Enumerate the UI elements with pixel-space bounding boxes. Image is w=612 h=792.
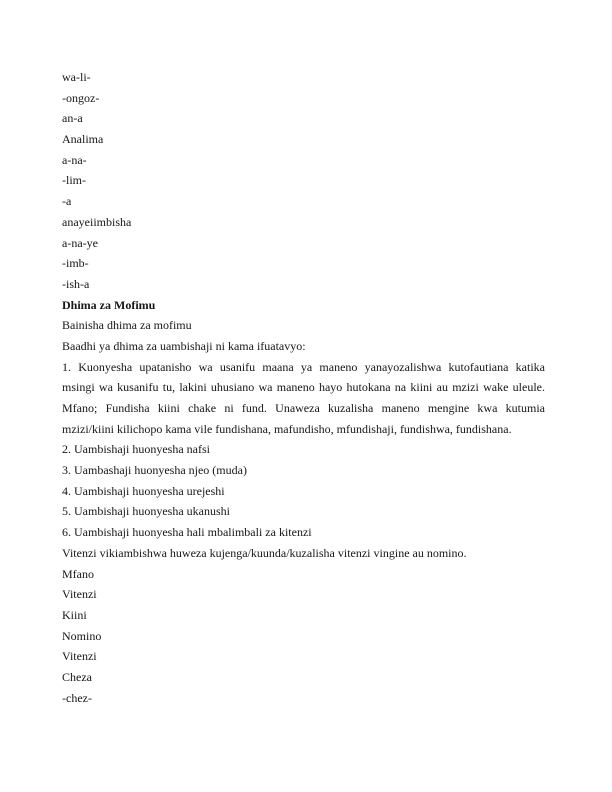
- morpheme-line: a-na-: [62, 152, 87, 167]
- section-heading: Dhima za Mofimu: [62, 297, 156, 312]
- morpheme-line: -a: [62, 194, 72, 209]
- text-content: [62, 67, 545, 708]
- example-line: -chez-: [62, 690, 92, 705]
- body-line: Bainisha dhima za mofimu: [62, 318, 192, 333]
- list-item-line: 2. Uambishaji huonyesha nafsi: [62, 442, 210, 457]
- paragraph-line: Mfano; Fundisha kiini chake ni fund. Unaweza kuzalisha maneno mengine kwa kutumia: [62, 401, 545, 415]
- example-line: Nomino: [62, 628, 102, 643]
- paragraph-line: msingi wa kusanifu tu, lakini uhusiano wa maneno hayo hutokana na kiini au mzizi wake uleule.: [62, 380, 545, 395]
- morpheme-line: -lim-: [62, 173, 86, 188]
- morpheme-line: -ongoz-: [62, 90, 100, 105]
- morpheme-line: -imb-: [62, 256, 89, 271]
- morpheme-line: a-na-ye: [62, 235, 98, 250]
- example-line: Vitenzi: [62, 649, 97, 664]
- list-item-line: 3. Uambashaji huonyesha njeo (muda): [62, 463, 247, 478]
- list-item-line: 4. Uambishaji huonyesha urejeshi: [62, 483, 225, 498]
- morpheme-line: -ish-a: [62, 276, 90, 291]
- morpheme-line: anayeiimbisha: [62, 214, 132, 229]
- example-line: Mfano: [62, 566, 94, 581]
- list-item-line: 5. Uambishaji huonyesha ukanushi: [62, 504, 230, 519]
- morpheme-line: Analima: [62, 132, 104, 147]
- paragraph-line: mzizi/kiini kilichopo kama vile fundishana, mafundisho, mfundishaji, fundishwa, fundishana.: [62, 421, 512, 436]
- morpheme-line: wa-li-: [62, 70, 91, 84]
- paragraph-line: 1. Kuonyesha upatanisho wa usanifu maana ya maneno yanayozalishwa kutofautiana katika: [62, 359, 545, 374]
- example-line: Vitenzi: [62, 587, 97, 602]
- example-line: Cheza: [62, 669, 92, 684]
- example-line: Kiini: [62, 607, 87, 622]
- morpheme-line: an-a: [62, 111, 83, 126]
- body-line: Baadhi ya dhima za uambishaji ni kama ifuatavyo:: [62, 338, 306, 353]
- body-line: Vitenzi vikiambishwa huweza kujenga/kuunda/kuzalisha vitenzi vingine au nomino.: [62, 545, 467, 560]
- list-item-line: 6. Uambishaji huonyesha hali mbalimbali za kitenzi: [62, 525, 312, 540]
